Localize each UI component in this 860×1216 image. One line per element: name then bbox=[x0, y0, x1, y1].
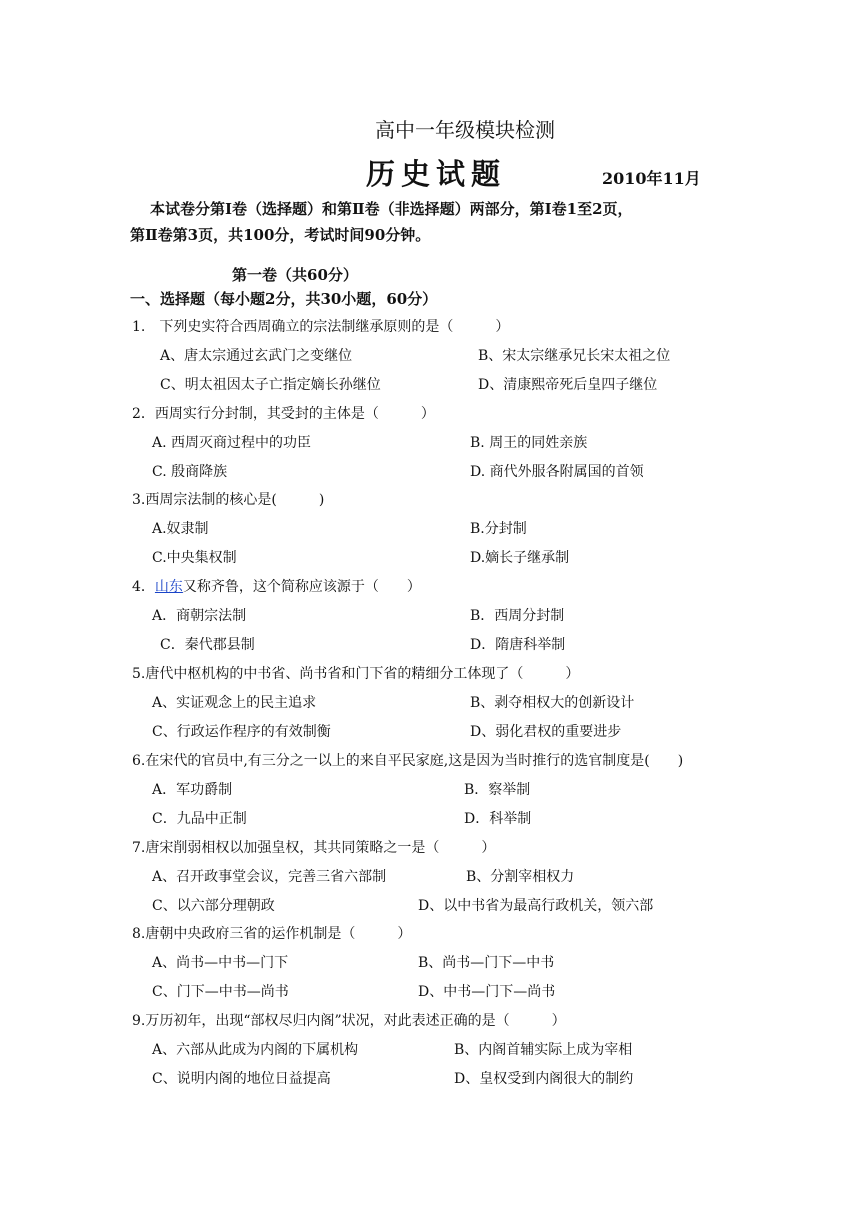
option-c: C、明太祖因太子亡指定嫡长孙继位 bbox=[160, 377, 381, 393]
option-a: A、唐太宗通过玄武门之变继位 bbox=[160, 348, 353, 364]
option-d: D、皇权受到内阁很大的制约 bbox=[454, 1071, 634, 1087]
option-c: C、行政运作程序的有效制衡 bbox=[152, 724, 331, 740]
option-c: C. 殷商降族 bbox=[152, 464, 228, 480]
shandong-link[interactable]: 山东 bbox=[154, 579, 183, 595]
option-b: B、宋太宗继承兄长宋太祖之位 bbox=[478, 348, 671, 364]
option-c: C．秦代郡县制 bbox=[160, 637, 255, 653]
option-a: A、尚书—中书—门下 bbox=[152, 955, 289, 971]
option-d: D. 商代外服各附属国的首领 bbox=[470, 464, 644, 480]
question-stem-text: 又称齐鲁，这个简称应该源于（ ） bbox=[182, 579, 421, 595]
option-d: D．科举制 bbox=[464, 811, 532, 827]
instructions-line2: 第Ⅱ卷第3页，共100分，考试时间90分钟。 bbox=[130, 226, 431, 244]
option-c: C、说明内阁的地位日益提高 bbox=[152, 1071, 331, 1087]
option-b: B、分割宰相权力 bbox=[466, 869, 575, 885]
question-stem bbox=[132, 576, 421, 596]
option-b: B. 周王的同姓亲族 bbox=[470, 435, 588, 451]
option-c: C、以六部分理朝政 bbox=[152, 898, 275, 914]
question-stem: 3.西周宗法制的核心是( ) bbox=[132, 492, 325, 508]
question-stem: 2．西周实行分封制，其受封的主体是（ ） bbox=[132, 406, 435, 422]
option-b: B.分封制 bbox=[470, 521, 527, 537]
option-c: C．九品中正制 bbox=[152, 811, 247, 827]
exam-title-subject: 历史试题 bbox=[366, 157, 507, 191]
question-stem: 6.在宋代的官员中,有三分之一以上的来自平民家庭,这是因为当时推行的选官制度是( ) bbox=[132, 753, 684, 769]
option-c: C.中央集权制 bbox=[152, 550, 237, 566]
option-a: A、实证观念上的民主追求 bbox=[152, 695, 317, 711]
part-title: 第一卷（共60分） bbox=[232, 266, 358, 284]
instructions-line1: 本试卷分第Ⅰ卷（选择题）和第Ⅱ卷（非选择题）两部分，第Ⅰ卷1至2页， bbox=[150, 200, 633, 218]
option-c: C、门下—中书—尚书 bbox=[152, 984, 289, 1000]
section-heading: 一、选择题（每小题2分，共30小题，60分） bbox=[130, 290, 438, 308]
exam-title-line1: 高中一年级模块检测 bbox=[375, 118, 555, 142]
option-b: B、尚书—门下—中书 bbox=[418, 955, 555, 971]
option-b: B．西周分封制 bbox=[470, 608, 565, 624]
question-number: 4． bbox=[132, 579, 155, 595]
option-b: B．察举制 bbox=[464, 782, 531, 798]
option-d: D.嫡长子继承制 bbox=[470, 550, 570, 566]
option-d: D．隋唐科举制 bbox=[470, 637, 566, 653]
question-stem: 8.唐朝中央政府三省的运作机制是（ ） bbox=[132, 926, 412, 942]
option-a: A、召开政事堂会议，完善三省六部制 bbox=[152, 869, 387, 885]
question-stem: 7.唐宋削弱相权以加强皇权，其共同策略之一是（ ） bbox=[132, 840, 496, 856]
option-a: A.奴隶制 bbox=[152, 521, 209, 537]
option-d: D、中书—门下—尚书 bbox=[418, 984, 556, 1000]
option-d: D、清康熙帝死后皇四子继位 bbox=[478, 377, 658, 393]
exam-date: 2010年11月 bbox=[602, 169, 701, 188]
option-d: D、以中书省为最高行政机关，领六部 bbox=[418, 898, 654, 914]
option-b: B、内阁首辅实际上成为宰相 bbox=[454, 1042, 633, 1058]
exam-instructions bbox=[130, 196, 730, 248]
option-a: A．商朝宗法制 bbox=[152, 608, 247, 624]
question-stem: 9.万历初年，出现“部权尽归内阁”状况，对此表述正确的是（ ） bbox=[132, 1013, 566, 1029]
option-a: A. 西周灭商过程中的功臣 bbox=[152, 435, 312, 451]
question-stem: 1. 下列史实符合西周确立的宗法制继承原则的是（ ） bbox=[132, 319, 510, 335]
option-d: D、弱化君权的重要进步 bbox=[470, 724, 622, 740]
option-b: B、剥夺相权大的创新设计 bbox=[470, 695, 635, 711]
question-stem: 5.唐代中枢机构的中书省、尚书省和门下省的精细分工体现了（ ） bbox=[132, 666, 580, 682]
option-a: A．军功爵制 bbox=[152, 782, 233, 798]
option-a: A、六部从此成为内阁的下属机构 bbox=[152, 1042, 359, 1058]
